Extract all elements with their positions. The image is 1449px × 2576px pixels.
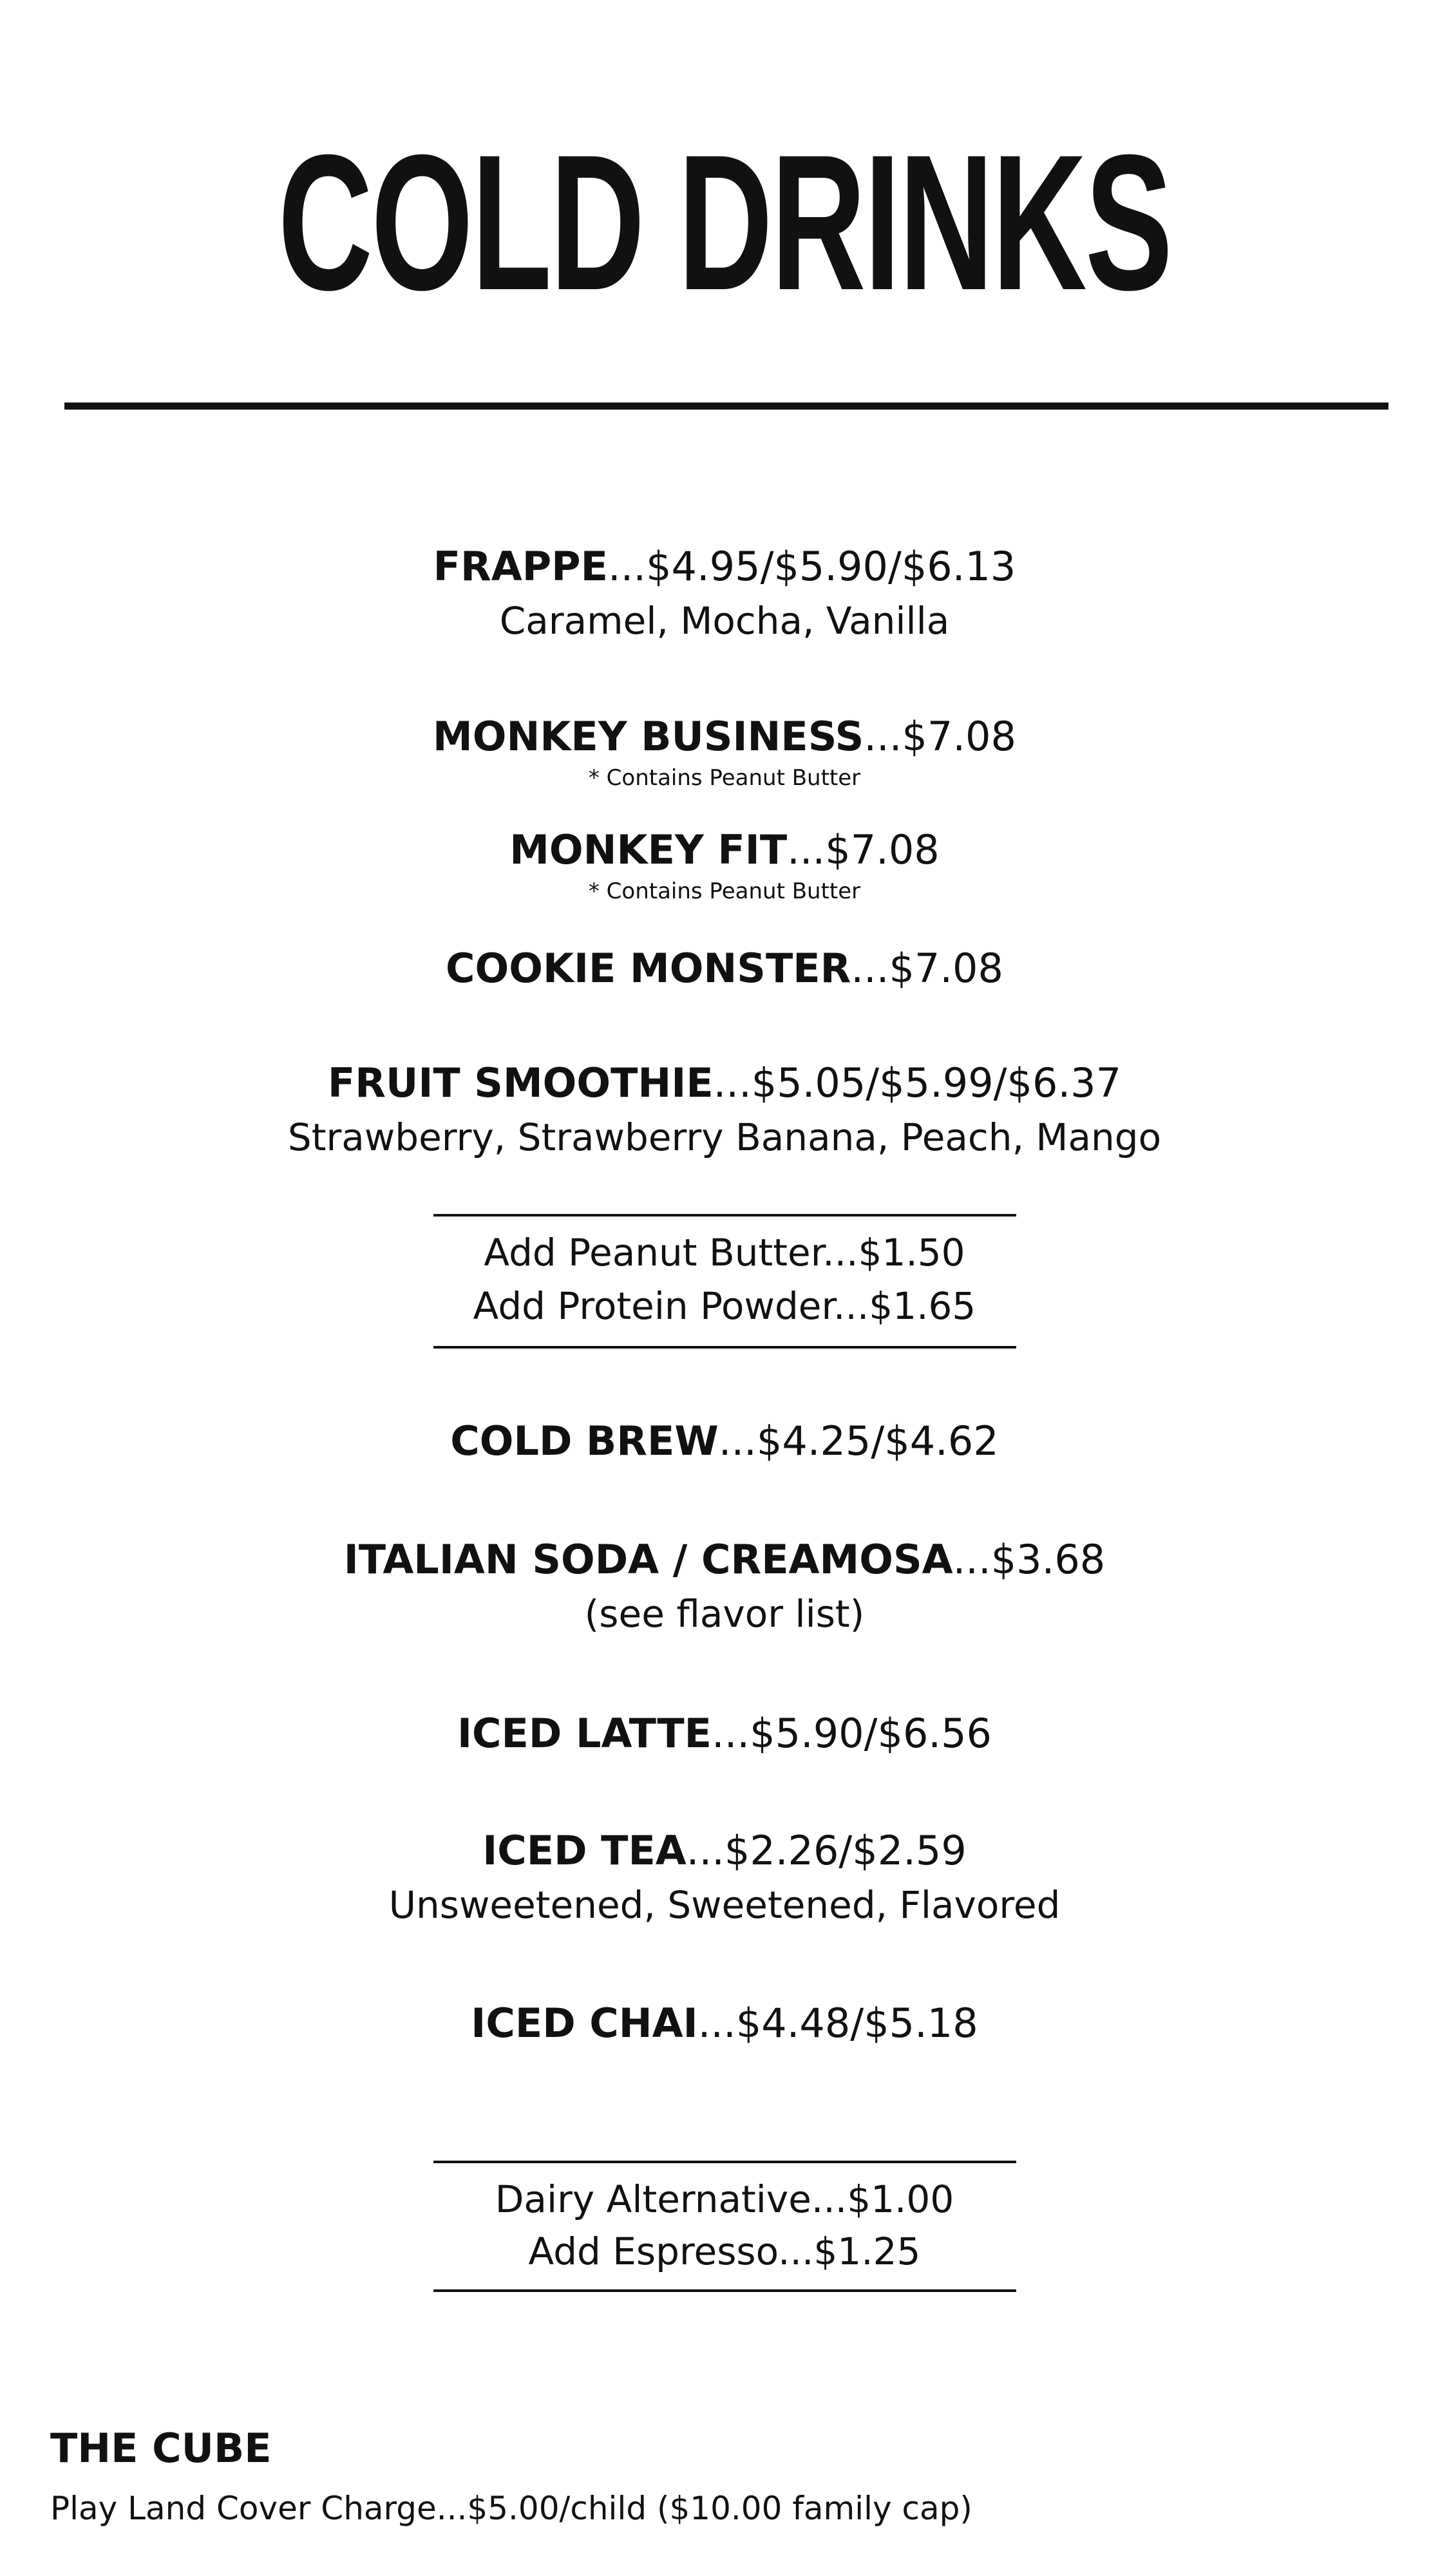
item-price: ...$3.68 [952, 1536, 1106, 1583]
menu-item-iced-tea [0, 1824, 1449, 1932]
item-price: ...$7.08 [787, 826, 940, 873]
item-name: ICED LATTE [457, 1710, 712, 1757]
item-name: COLD BREW [450, 1417, 719, 1464]
menu-item-iced-latte [0, 1707, 1449, 1761]
item-price: ...$5.90/$6.56 [712, 1710, 992, 1757]
addon-protein-powder: Add Protein Powder...$1.65 [473, 1284, 976, 1328]
addon-divider-bottom [433, 1346, 1016, 1349]
item-name: ICED TEA [482, 1827, 687, 1874]
addon-divider-top [433, 2161, 1016, 2163]
item-price: ...$4.48/$5.18 [697, 2000, 978, 2047]
item-name: MONKEY BUSINESS [433, 713, 864, 760]
cube-heading: THE CUBE [50, 2425, 272, 2472]
title-divider [64, 402, 1388, 410]
addon-peanut-butter: Add Peanut Butter...$1.50 [484, 1231, 965, 1274]
addon-espresso: Add Espresso...$1.25 [528, 2230, 921, 2273]
item-price: ...$4.25/$4.62 [718, 1417, 999, 1464]
addon-divider-bottom [433, 2289, 1016, 2292]
item-name: ICED CHAI [471, 2000, 698, 2047]
item-price: ...$5.05/$5.99/$6.37 [713, 1059, 1122, 1106]
item-note: * Contains Peanut Butter [588, 878, 861, 904]
item-options: Unsweetened, Sweetened, Flavored [388, 1883, 1061, 1927]
page-title: COLD DRINKS [278, 114, 1171, 330]
item-name: FRUIT SMOOTHIE [327, 1059, 714, 1106]
item-name: MONKEY FIT [509, 826, 788, 873]
item-name: FRAPPE [433, 543, 608, 590]
addon-dairy-alternative: Dairy Alternative...$1.00 [495, 2177, 954, 2221]
menu-item-monkey-business [0, 710, 1449, 792]
menu-item-iced-chai [0, 1996, 1449, 2050]
menu-item-monkey-fit [0, 823, 1449, 905]
item-name: ITALIAN SODA / CREAMOSA [343, 1536, 953, 1583]
menu-item-frappe [0, 540, 1449, 648]
item-options: (see flavor list) [584, 1592, 865, 1636]
item-price: ...$7.08 [864, 713, 1016, 760]
item-price: ...$4.95/$5.90/$6.13 [607, 543, 1016, 590]
item-note: * Contains Peanut Butter [588, 765, 861, 791]
item-options: Caramel, Mocha, Vanilla [499, 599, 950, 643]
menu-item-italian-soda [0, 1533, 1449, 1641]
cube-cover-charge: Play Land Cover Charge...$5.00/child ($10.00 family cap) [50, 2490, 972, 2527]
item-options: Strawberry, Strawberry Banana, Peach, Mango [287, 1115, 1162, 1159]
item-name: COOKIE MONSTER [446, 945, 851, 992]
menu-item-cookie-monster [0, 942, 1449, 996]
addon-divider-top [433, 1214, 1016, 1217]
menu-item-cold-brew [0, 1414, 1449, 1468]
menu-item-fruit-smoothie [0, 1056, 1449, 1164]
item-price: ...$7.08 [851, 945, 1003, 992]
item-price: ...$2.26/$2.59 [686, 1827, 967, 1874]
